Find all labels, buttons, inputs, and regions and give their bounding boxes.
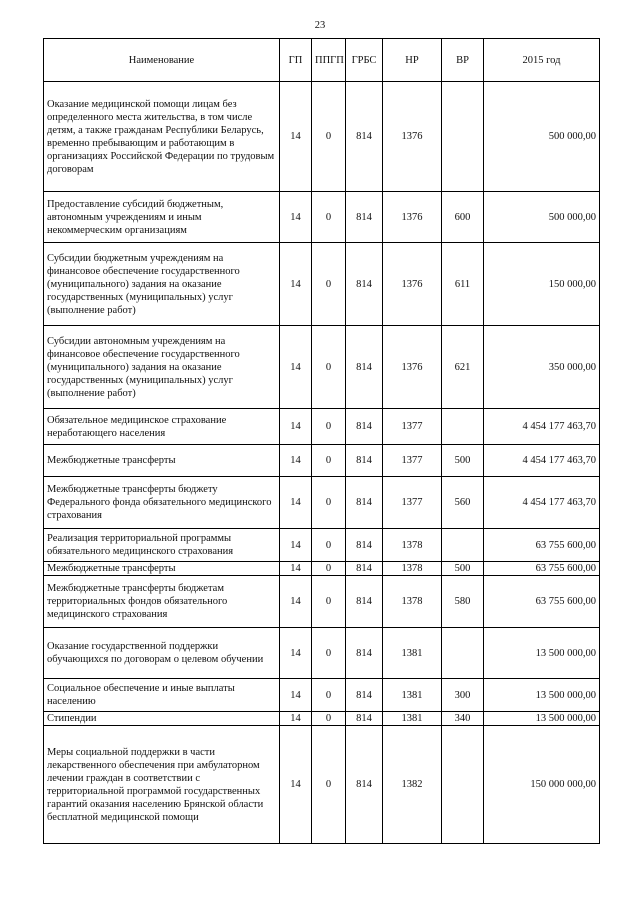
row-amount: 500 000,00 xyxy=(484,82,600,192)
row-vr: 580 xyxy=(442,576,484,628)
row-pgp: 0 xyxy=(312,679,346,712)
row-name: Межбюджетные трансферты xyxy=(44,445,280,477)
row-name: Социальное обеспечение и иные выплаты населению xyxy=(44,679,280,712)
row-grbs: 814 xyxy=(346,409,383,445)
row-nr: 1381 xyxy=(383,712,442,726)
header-pgp: ППГП xyxy=(312,39,346,82)
row-name: Реализация территориальной программы обязательного медицинского страхования xyxy=(44,529,280,562)
row-amount: 4 454 177 463,70 xyxy=(484,477,600,529)
row-name: Межбюджетные трансферты бюджету Федерального фонда обязательного медицинского страхования xyxy=(44,477,280,529)
row-vr: 560 xyxy=(442,477,484,529)
row-gp: 14 xyxy=(280,326,312,409)
row-pgp: 0 xyxy=(312,529,346,562)
page-number: 23 xyxy=(314,20,326,31)
row-grbs: 814 xyxy=(346,192,383,243)
row-name: Субсидии бюджетным учреждениям на финансовое обеспечение государственного (муниципального) задания на оказание государственных (муниципальных) услуг (выполнение работ) xyxy=(44,243,280,326)
row-pgp: 0 xyxy=(312,326,346,409)
row-pgp: 0 xyxy=(312,82,346,192)
table-row xyxy=(44,712,600,726)
row-name: Стипендии xyxy=(44,712,280,726)
budget-table xyxy=(43,38,600,844)
row-gp: 14 xyxy=(280,409,312,445)
row-nr: 1376 xyxy=(383,243,442,326)
row-grbs: 814 xyxy=(346,628,383,679)
row-vr: 500 xyxy=(442,562,484,576)
row-amount: 63 755 600,00 xyxy=(484,529,600,562)
row-grbs: 814 xyxy=(346,576,383,628)
row-amount: 350 000,00 xyxy=(484,326,600,409)
row-vr: 500 xyxy=(442,445,484,477)
row-name: Межбюджетные трансферты бюджетам территориальных фондов обязательного медицинского страхования xyxy=(44,576,280,628)
row-grbs: 814 xyxy=(346,445,383,477)
row-vr: 611 xyxy=(442,243,484,326)
row-pgp: 0 xyxy=(312,576,346,628)
row-vr xyxy=(442,628,484,679)
row-gp: 14 xyxy=(280,679,312,712)
row-name: Меры социальной поддержки в части лекарственного обеспечения при амбулаторном лечении граждан в соответствии с территориальной программой государственных гарантий оказания населению Брянской области бесплатной медицинской помощи xyxy=(44,726,280,844)
row-gp: 14 xyxy=(280,445,312,477)
row-grbs: 814 xyxy=(346,477,383,529)
row-gp: 14 xyxy=(280,712,312,726)
row-name: Оказание медицинской помощи лицам без определенного места жительства, в том числе детям, а также гражданам Республики Беларусь, временно пребывающим и работающим в организациях Российской Федерации по трудовым договорам xyxy=(44,82,280,192)
table-row xyxy=(44,679,600,712)
row-vr: 340 xyxy=(442,712,484,726)
row-grbs: 814 xyxy=(346,712,383,726)
table-row xyxy=(44,726,600,844)
row-grbs: 814 xyxy=(346,82,383,192)
row-amount: 4 454 177 463,70 xyxy=(484,409,600,445)
row-gp: 14 xyxy=(280,192,312,243)
row-nr: 1378 xyxy=(383,562,442,576)
row-pgp: 0 xyxy=(312,243,346,326)
row-amount: 500 000,00 xyxy=(484,192,600,243)
table-row xyxy=(44,409,600,445)
table-row xyxy=(44,562,600,576)
row-nr: 1376 xyxy=(383,192,442,243)
row-grbs: 814 xyxy=(346,243,383,326)
table-row xyxy=(44,477,600,529)
row-vr xyxy=(442,726,484,844)
row-amount: 13 500 000,00 xyxy=(484,712,600,726)
table-row xyxy=(44,576,600,628)
row-vr: 300 xyxy=(442,679,484,712)
row-nr: 1381 xyxy=(383,679,442,712)
row-pgp: 0 xyxy=(312,562,346,576)
row-amount: 63 755 600,00 xyxy=(484,576,600,628)
row-nr: 1382 xyxy=(383,726,442,844)
header-grbs: ГРБС xyxy=(346,39,383,82)
row-gp: 14 xyxy=(280,576,312,628)
row-pgp: 0 xyxy=(312,192,346,243)
row-pgp: 0 xyxy=(312,712,346,726)
row-name: Субсидии автономным учреждениям на финансовое обеспечение государственного (муниципального) задания на оказание государственных (муниципальных) услуг (выполнение работ) xyxy=(44,326,280,409)
row-amount: 63 755 600,00 xyxy=(484,562,600,576)
row-gp: 14 xyxy=(280,243,312,326)
row-amount: 13 500 000,00 xyxy=(484,628,600,679)
table-row xyxy=(44,82,600,192)
row-vr xyxy=(442,529,484,562)
row-grbs: 814 xyxy=(346,326,383,409)
row-name: Предоставление субсидий бюджетным, автономным учреждениям и иным некоммерческим организациям xyxy=(44,192,280,243)
header-row xyxy=(44,39,600,82)
header-nr: НР xyxy=(383,39,442,82)
row-amount: 150 000 000,00 xyxy=(484,726,600,844)
row-name: Межбюджетные трансферты xyxy=(44,562,280,576)
row-name: Обязательное медицинское страхование неработающего населения xyxy=(44,409,280,445)
row-gp: 14 xyxy=(280,477,312,529)
table-row xyxy=(44,445,600,477)
row-gp: 14 xyxy=(280,82,312,192)
table-row xyxy=(44,628,600,679)
table-row xyxy=(44,529,600,562)
row-pgp: 0 xyxy=(312,726,346,844)
row-amount: 13 500 000,00 xyxy=(484,679,600,712)
table-row xyxy=(44,192,600,243)
row-name: Оказание государственной поддержки обучающихся по договорам о целевом обучении xyxy=(44,628,280,679)
row-grbs: 814 xyxy=(346,562,383,576)
row-amount: 4 454 177 463,70 xyxy=(484,445,600,477)
row-grbs: 814 xyxy=(346,529,383,562)
row-grbs: 814 xyxy=(346,726,383,844)
header-gp: ГП xyxy=(280,39,312,82)
header-year: 2015 год xyxy=(484,39,600,82)
row-vr xyxy=(442,409,484,445)
row-gp: 14 xyxy=(280,562,312,576)
table-row xyxy=(44,243,600,326)
row-nr: 1378 xyxy=(383,576,442,628)
header-name: Наименование xyxy=(44,39,280,82)
row-amount: 150 000,00 xyxy=(484,243,600,326)
row-nr: 1377 xyxy=(383,409,442,445)
row-pgp: 0 xyxy=(312,628,346,679)
row-vr: 621 xyxy=(442,326,484,409)
row-nr: 1377 xyxy=(383,477,442,529)
header-vr: ВР xyxy=(442,39,484,82)
row-nr: 1378 xyxy=(383,529,442,562)
row-pgp: 0 xyxy=(312,409,346,445)
table-row xyxy=(44,326,600,409)
row-gp: 14 xyxy=(280,726,312,844)
row-nr: 1377 xyxy=(383,445,442,477)
row-nr: 1376 xyxy=(383,82,442,192)
row-nr: 1376 xyxy=(383,326,442,409)
row-pgp: 0 xyxy=(312,445,346,477)
row-vr: 600 xyxy=(442,192,484,243)
row-vr xyxy=(442,82,484,192)
row-nr: 1381 xyxy=(383,628,442,679)
row-gp: 14 xyxy=(280,529,312,562)
row-pgp: 0 xyxy=(312,477,346,529)
row-gp: 14 xyxy=(280,628,312,679)
row-grbs: 814 xyxy=(346,679,383,712)
